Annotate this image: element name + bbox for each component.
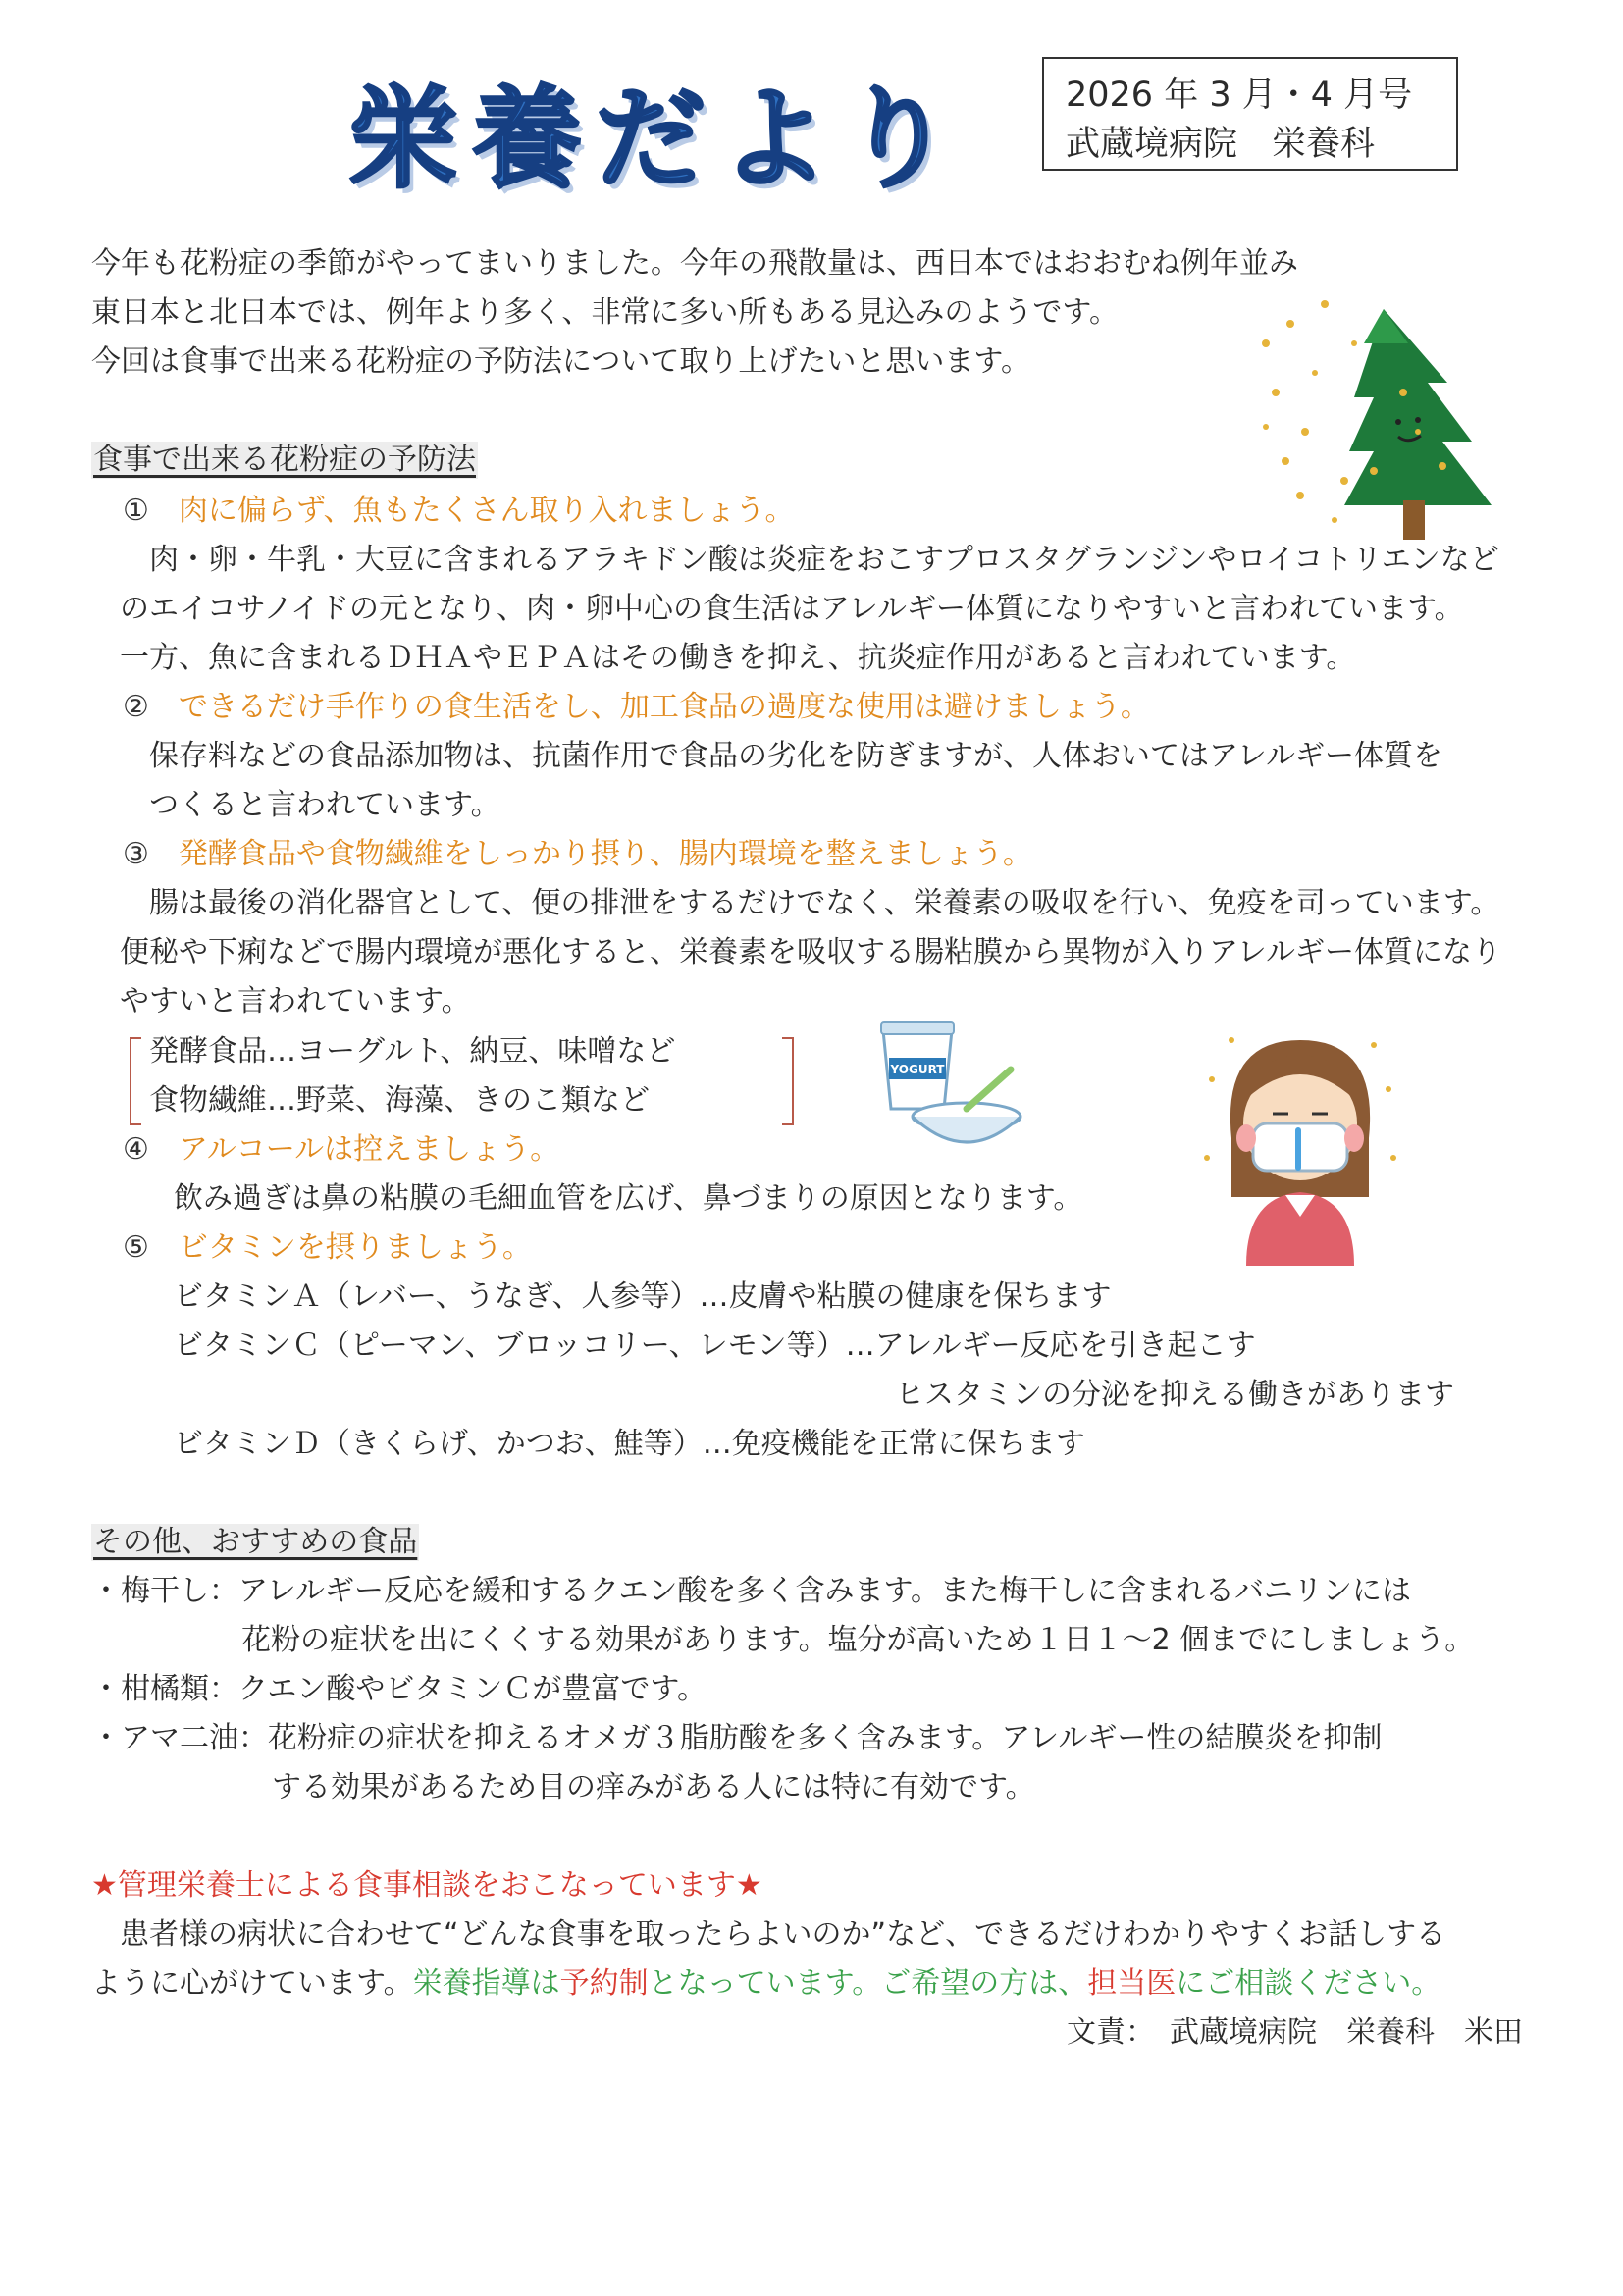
item-4-title-text: アルコールは控えましょう。 — [178, 1132, 560, 1167]
issue-department: 武蔵境病院 栄養科 — [1066, 125, 1376, 164]
consult-line-1: 患者様の病状に合わせて“どんな食事を取ったらよいのか”など、できるだけわかりやすくお話しする — [120, 1917, 1446, 1952]
item-4-title — [123, 1131, 559, 1169]
yogurt-label: YOGURT — [890, 1063, 945, 1076]
intro-line-1: 今年も花粉症の季節がやってまいりました。今年の飛散量は、西日本ではおおむね例年並み — [91, 246, 1298, 281]
vitamin-a: ビタミンＡ（レバー、うなぎ、人参等）…皮膚や粘膜の健康を保ちます — [174, 1279, 1112, 1314]
issue-box — [1042, 57, 1458, 171]
page-title: 栄養だより — [348, 76, 967, 203]
item-1-body-1: 肉・卵・牛乳・大豆に含まれるアラキドン酸は炎症をおこすプロスタグランジンやロイコトリエンなど — [149, 543, 1499, 577]
item-3-number: ③ — [123, 837, 149, 871]
vitamin-c-cont: ヒスタミンの分泌を抑える働きがあります — [895, 1378, 1454, 1412]
item-5-title-text: ビタミンを摂りましょう。 — [178, 1230, 532, 1265]
sneezing-girl-illustration — [1192, 1020, 1408, 1266]
flaxseed-line-1: ・アマ二油：花粉症の症状を抑えるオメガ３脂肪酸を多く含みます。アレルギー性の結膜炎を抑制 — [91, 1721, 1383, 1755]
item-5-title — [123, 1229, 532, 1267]
item-2-number: ② — [123, 690, 149, 724]
item-1-body-2: のエイコサノイドの元となり、肉・卵中心の食生活はアレルギー体質になりやすいと言われています。 — [120, 592, 1464, 626]
intro-line-2: 東日本と北日本では、例年より多く、非常に多い所もある見込みのようです。 — [91, 295, 1119, 330]
item-2-title — [123, 689, 1150, 726]
cedar-tree-illustration — [1246, 285, 1511, 540]
item-4-body-1: 飲み過ぎは鼻の粘膜の毛細血管を広げ、鼻づまりの原因となります。 — [174, 1181, 1083, 1216]
intro-line-3: 今回は食事で出来る花粉症の予防法について取り上げたいと思います。 — [91, 344, 1030, 379]
item-3-body-1: 腸は最後の消化器官として、便の排泄をするだけでなく、栄養素の吸収を行い、免疫を司っています。 — [149, 886, 1500, 920]
umeboshi-line-2: 花粉の症状を出にくくする効果があります。塩分が高いため１日１～2 個までにしましょう。 — [241, 1623, 1475, 1657]
item-1-title-text: 肉に偏らず、魚もたくさん取り入れましょう。 — [178, 494, 795, 528]
consult-heading: ★管理栄養士による食事相談をおこなっています★ — [91, 1868, 762, 1903]
item-2-body-1: 保存料などの食品添加物は、抗菌作用で食品の劣化を防ぎますが、人体おいてはアレルギー体質を — [149, 739, 1443, 773]
item-2-body-2: つくると言われています。 — [149, 788, 500, 822]
umeboshi-line-1: ・梅干し：アレルギー反応を緩和するクエン酸を多く含みます。また梅干しに含まれるバニリンには — [91, 1574, 1412, 1608]
flaxseed-line-2: する効果があるため目の痒みがある人には特に有効です。 — [272, 1770, 1035, 1804]
consult-guidance: 栄養指導は — [412, 1966, 560, 2001]
item-1-number: ① — [123, 494, 149, 528]
consult-doctor: 担当医 — [1087, 1966, 1177, 2001]
item-4-number: ④ — [123, 1132, 149, 1167]
prevention-heading: 食事で出来る花粉症の予防法 — [93, 443, 476, 477]
consult-line-2 — [91, 1965, 1440, 2003]
recommended-heading: その他、おすすめの食品 — [93, 1525, 418, 1559]
consult-ask: にご相談ください。 — [1176, 1966, 1441, 2001]
yogurt-illustration — [873, 1011, 1030, 1158]
consult-line-2-plain: ように心がけています。 — [91, 1966, 413, 2001]
consult-wish: となっています。ご希望の方は、 — [648, 1966, 1088, 2001]
issue-date: 2026 年 3 月・4 月号 — [1066, 76, 1413, 115]
item-1-body-3: 一方、魚に含まれるＤＨＡやＥＰＡはその働きを抑え、抗炎症作用があると言われています。 — [120, 641, 1356, 675]
consult-reservation: 予約制 — [559, 1966, 649, 2001]
item-3-body-2: 便秘や下痢などで腸内環境が悪化すると、栄養素を吸収する腸粘膜から異物が入りアレルギー体質になり — [120, 935, 1502, 969]
citrus-line: ・柑橘類：クエン酸やビタミンＣが豊富です。 — [91, 1672, 707, 1706]
item-3-body-3: やすいと言われています。 — [120, 984, 471, 1018]
item-1-title — [123, 493, 795, 530]
examples-bracket-right — [782, 1037, 794, 1125]
item-2-title-text: できるだけ手作りの食生活をし、加工食品の過度な使用は避けましょう。 — [178, 690, 1150, 724]
example-fiber: 食物繊維…野菜、海藻、きのこ類など — [149, 1083, 650, 1118]
author: 文責： 武蔵境病院 栄養科 米田 — [1067, 2015, 1523, 2050]
vitamin-d: ビタミンＤ（きくらげ、かつお、鮭等）…免疫機能を正常に保ちます — [174, 1427, 1085, 1461]
example-fermented: 発酵食品…ヨーグルト、納豆、味噌など — [149, 1034, 676, 1069]
item-5-number: ⑤ — [123, 1230, 149, 1265]
item-3-title — [123, 836, 1032, 873]
examples-bracket-left — [130, 1037, 141, 1125]
item-3-title-text: 発酵食品や食物繊維をしっかり摂り、腸内環境を整えましょう。 — [178, 837, 1032, 871]
vitamin-c: ビタミンＣ（ピーマン、ブロッコリー、レモン等）…アレルギー反応を引き起こす — [174, 1329, 1256, 1363]
